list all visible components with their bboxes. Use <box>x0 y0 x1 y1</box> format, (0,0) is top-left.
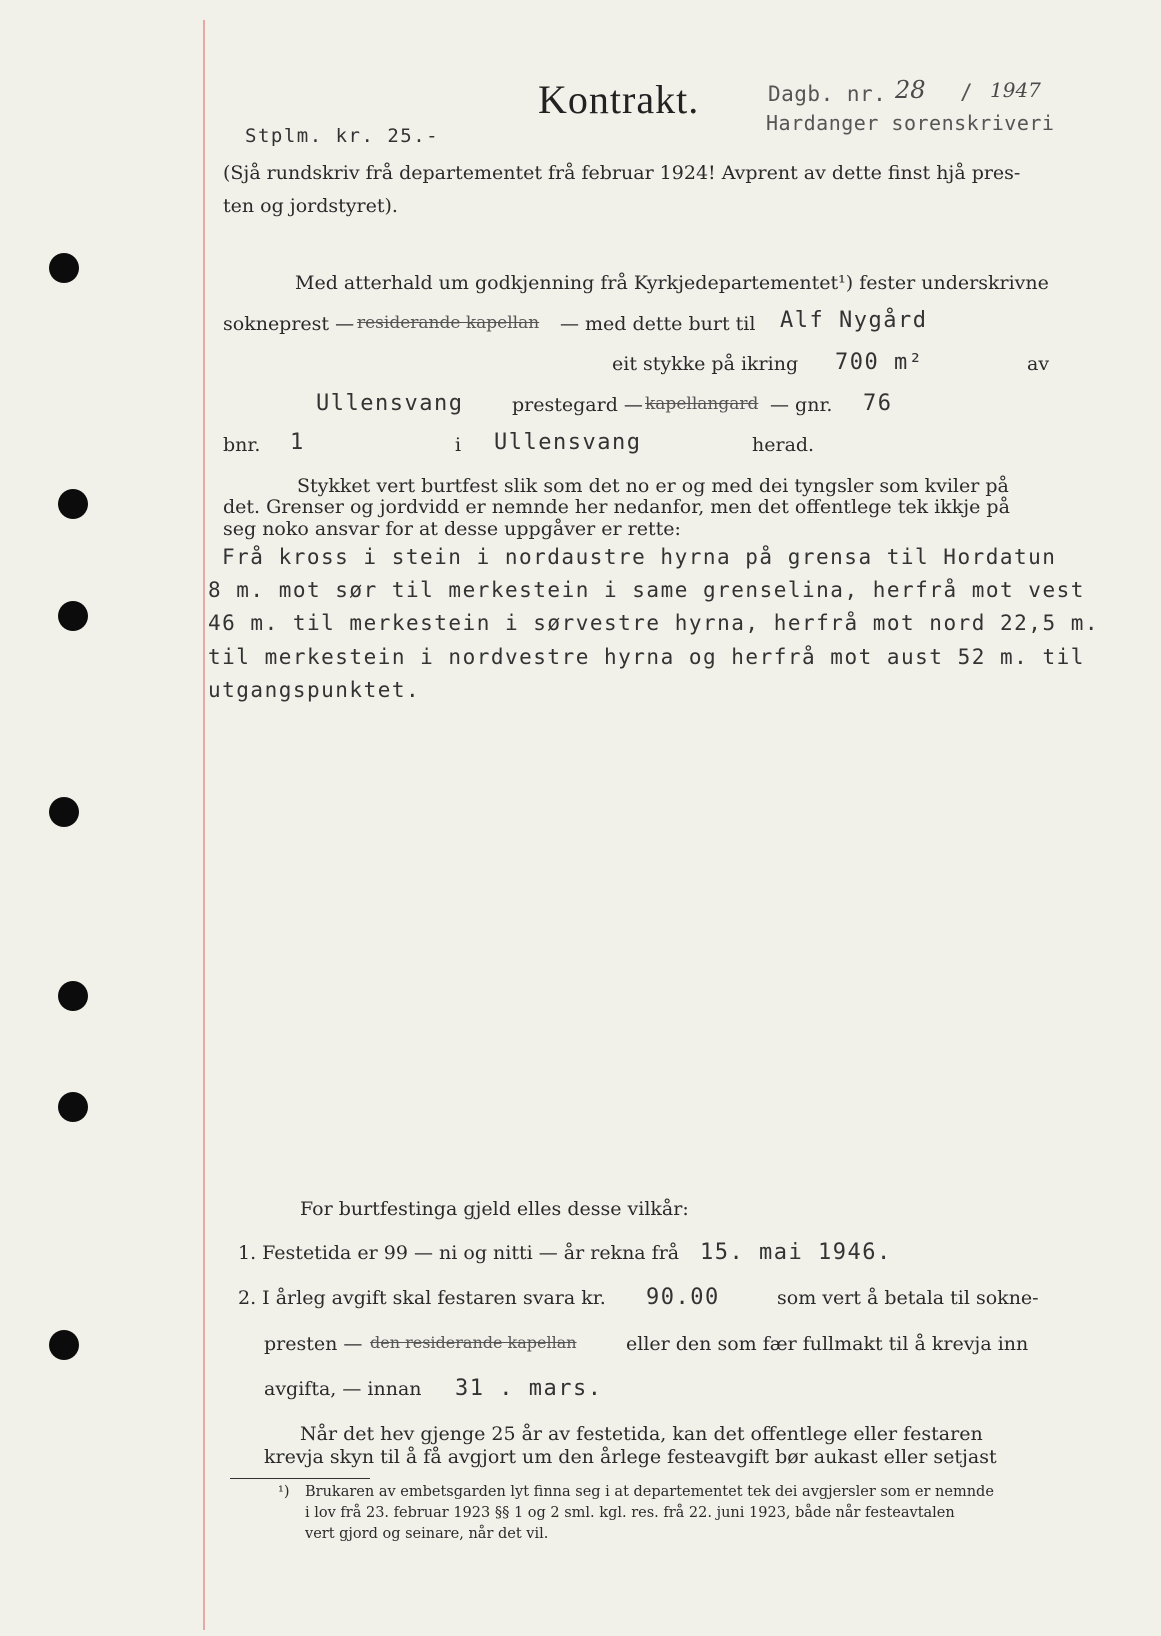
terms-heading: For burtfestinga gjeld elles desse vilkår: <box>300 1198 689 1220</box>
struck-den-residerande-kapellan: den residerande kapellan <box>370 1333 577 1352</box>
term-2-rest: som vert å betala til sokne- <box>777 1287 1039 1309</box>
struck-kapellangard: kapellangard <box>645 394 759 414</box>
punch-hole <box>49 1330 79 1360</box>
prestegard-label: prestegard — <box>512 394 643 416</box>
typed-line-1: Frå kross i stein i nordaustre hyrna på grensa til Hordatun <box>222 545 1057 569</box>
punch-hole <box>58 489 88 519</box>
typed-line-5: utgangspunktet. <box>208 678 421 702</box>
typed-line-2: 8 m. mot sør til merkestein i same grenselina, herfrå mot vest <box>208 578 1085 602</box>
area-value: 700 m² <box>835 350 924 375</box>
punch-hole <box>58 1092 88 1122</box>
sokneprest-label: sokneprest — <box>223 313 355 335</box>
intro-line-1: (Sjå rundskriv frå departementet frå februar 1924! Avprent av dette finst hjå pres- <box>223 162 1021 184</box>
document-title: Kontrakt. <box>538 77 700 122</box>
term-1-date: 15. mai 1946. <box>700 1240 892 1265</box>
boundary-line-2: det. Grenser og jordvidd er nemnde her nedanfor, men det offentlege tek ikkje på <box>223 496 1010 518</box>
stamp-year: 1947 <box>990 78 1041 102</box>
term-1-text: 1. Festetida er 99 — ni og nitti — år rekna frå <box>238 1242 680 1264</box>
footnote-mark: ¹) <box>278 1484 290 1500</box>
stamp-tax: Stplm. kr. 25.- <box>245 125 440 147</box>
footnote-rule <box>230 1478 370 1479</box>
footnote-line-1: Brukaren av embetsgarden lyt finna seg i at departementet tek dei avgjersler som er nemnde <box>305 1484 994 1500</box>
herad-name: Ullensvang <box>494 430 642 455</box>
para-line-1: Når det hev gjenge 25 år av festetida, kan det offentlege eller festaren <box>300 1423 983 1445</box>
gnr-value: 76 <box>863 391 893 416</box>
stamp-office: Hardanger sorenskriveri <box>766 111 1055 135</box>
bnr-value: 1 <box>290 430 305 455</box>
punch-hole <box>49 253 79 283</box>
farm-name: Ullensvang <box>316 391 464 416</box>
stamp-label: Dagb. nr. <box>768 82 887 106</box>
i-label: i <box>455 434 462 456</box>
margin-rule <box>203 20 205 1630</box>
typed-line-3: 46 m. til merkestein i sørvestre hyrna, herfrå mot nord 22,5 m. <box>208 611 1100 635</box>
para-line-2: krevja skyn til å få avgjort um den årlege festeavgift bør aukast eller setjast <box>264 1446 997 1468</box>
bnr-label: bnr. <box>223 434 261 456</box>
stamp-number: 28 <box>895 76 926 104</box>
term-2-line2-a: presten — <box>264 1333 363 1355</box>
punch-hole <box>49 797 79 827</box>
typed-line-4: til merkestein i nordvestre hyrna og herfrå mot aust 52 m. til <box>208 645 1085 669</box>
intro-line-2: ten og jordstyret). <box>223 195 398 217</box>
term-2-line2-b: eller den som fær fullmakt til å krevja inn <box>626 1333 1029 1355</box>
burt-til-label: — med dette burt til <box>560 313 756 335</box>
stamp-separator: / <box>960 80 974 104</box>
stykke-label: eit stykke på ikring <box>612 353 799 375</box>
gnr-label: — gnr. <box>770 394 833 416</box>
footnote-line-3: vert gjord og seinare, når det vil. <box>305 1526 549 1542</box>
tenant-name: Alf Nygård <box>780 308 928 333</box>
term-2-text: 2. I årleg avgift skal festaren svara kr. <box>238 1287 606 1309</box>
boundary-line-1: Stykket vert burtfest slik som det no er og med dei tyngsler som kviler på <box>297 475 1009 497</box>
punch-hole <box>58 601 88 631</box>
punch-hole <box>58 981 88 1011</box>
av-label: av <box>1027 353 1050 375</box>
footnote-line-2: i lov frå 23. februar 1923 §§ 1 og 2 sml. kgl. res. frå 22. juni 1923, både når festeavtalen <box>305 1505 955 1521</box>
term-2-line3-a: avgifta, — innan <box>264 1378 422 1400</box>
term-2-due-date: 31 . mars. <box>455 1376 603 1401</box>
boundary-line-3: seg noko ansvar for at desse uppgåver er rette: <box>223 518 681 540</box>
contract-line-1: Med atterhald um godkjenning frå Kyrkjedepartementet¹) fester underskrivne <box>295 272 1049 294</box>
term-2-amount: 90.00 <box>646 1285 720 1310</box>
herad-label: herad. <box>752 434 815 456</box>
struck-residerande-kapellan: residerande kapellan <box>357 313 540 333</box>
